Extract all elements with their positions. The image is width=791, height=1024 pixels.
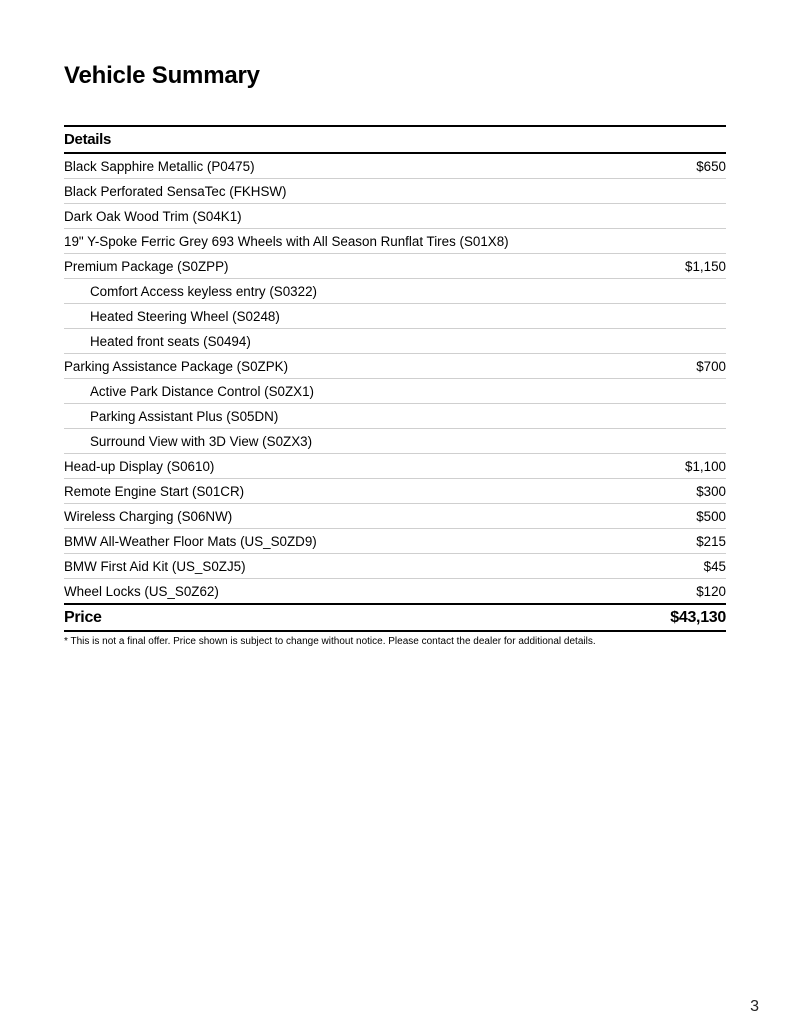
total-value: $43,130	[670, 608, 726, 626]
table-row	[64, 354, 726, 379]
item-name: Wheel Locks (US_S0Z62)	[64, 583, 219, 599]
item-name: Head-up Display (S0610)	[64, 458, 215, 474]
vehicle-summary-table	[64, 125, 726, 647]
table-row	[64, 529, 726, 554]
item-name: Active Park Distance Control (S0ZX1)	[90, 383, 314, 399]
item-name: Black Perforated SensaTec (FKHSW)	[64, 183, 287, 199]
table-row	[64, 254, 726, 279]
item-price: $650	[696, 158, 726, 174]
item-price: $300	[696, 483, 726, 499]
table-row	[64, 329, 726, 354]
item-name: Wireless Charging (S06NW)	[64, 508, 233, 524]
page-title: Vehicle Summary	[64, 62, 260, 89]
table-row	[64, 379, 726, 404]
table-row	[64, 304, 726, 329]
disclaimer: * This is not a final offer. Price shown is subject to change without notice. Please contact the dealer for additional details.	[64, 636, 596, 647]
item-name: BMW All-Weather Floor Mats (US_S0ZD9)	[64, 533, 317, 549]
table-row	[64, 279, 726, 304]
table-row	[64, 204, 726, 229]
item-price: $1,150	[685, 258, 726, 274]
item-name: BMW First Aid Kit (US_S0ZJ5)	[64, 558, 246, 574]
table-row	[64, 554, 726, 579]
item-price: $215	[696, 533, 726, 549]
total-label: Price	[64, 608, 102, 626]
table-row	[64, 179, 726, 204]
item-name: Premium Package (S0ZPP)	[64, 258, 229, 274]
item-name: Parking Assistance Package (S0ZPK)	[64, 358, 289, 374]
item-price: $45	[703, 558, 726, 574]
item-price: $500	[696, 508, 726, 524]
item-name: Surround View with 3D View (S0ZX3)	[90, 433, 313, 449]
total-row	[64, 603, 726, 632]
details-header-label: Details	[64, 131, 112, 148]
item-name: Black Sapphire Metallic (P0475)	[64, 158, 255, 174]
table-row	[64, 579, 726, 603]
table-row	[64, 454, 726, 479]
item-price: $120	[696, 583, 726, 599]
table-row	[64, 404, 726, 429]
item-name: Parking Assistant Plus (S05DN)	[90, 408, 279, 424]
table-row	[64, 504, 726, 529]
item-name: Comfort Access keyless entry (S0322)	[90, 283, 317, 299]
item-name: Heated Steering Wheel (S0248)	[90, 308, 280, 324]
page-number: 3	[750, 998, 759, 1015]
table-row	[64, 229, 726, 254]
table-row	[64, 154, 726, 179]
item-name: Heated front seats (S0494)	[90, 333, 251, 349]
item-price: $700	[696, 358, 726, 374]
item-list	[64, 154, 726, 603]
item-price: $1,100	[685, 458, 726, 474]
item-name: Dark Oak Wood Trim (S04K1)	[64, 208, 242, 224]
item-name: 19" Y-Spoke Ferric Grey 693 Wheels with All Season Runflat Tires (S01X8)	[64, 233, 509, 249]
details-header	[64, 125, 726, 154]
table-row	[64, 429, 726, 454]
table-row	[64, 479, 726, 504]
item-name: Remote Engine Start (S01CR)	[64, 483, 245, 499]
